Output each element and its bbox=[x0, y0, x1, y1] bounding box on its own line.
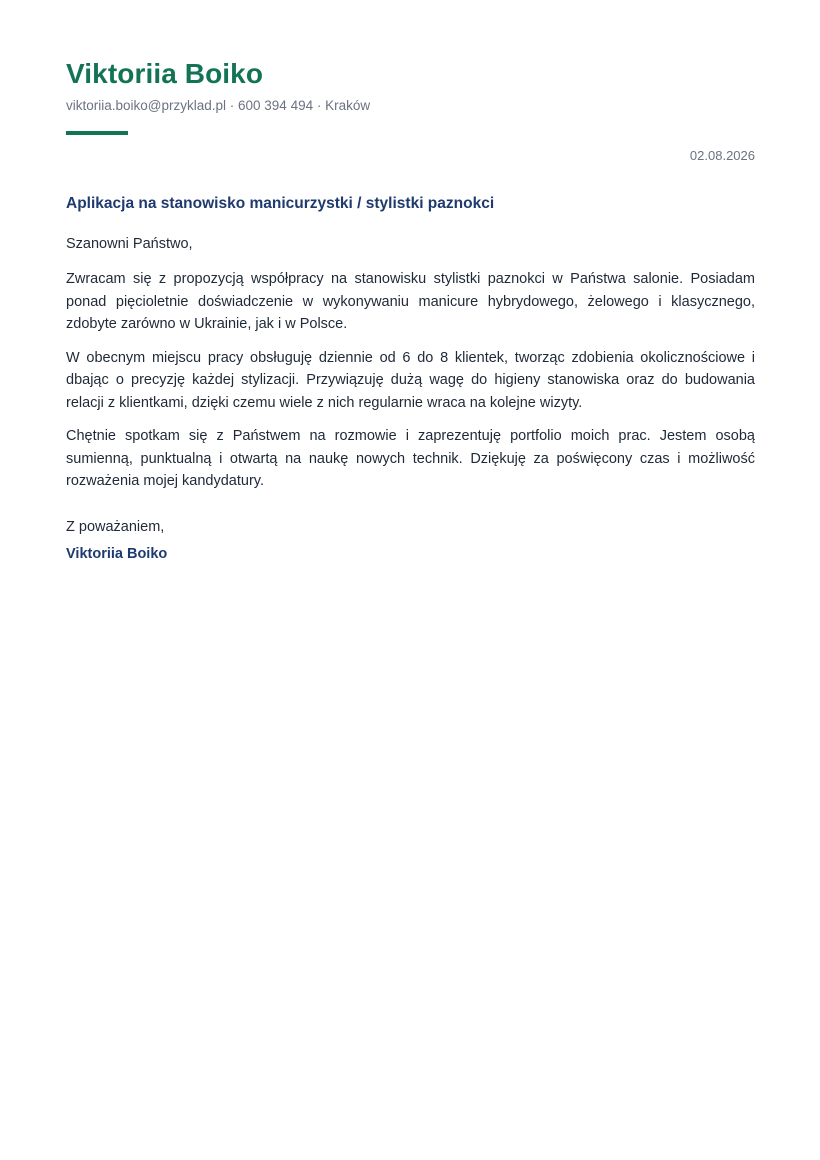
letter-body bbox=[66, 268, 755, 504]
letter-salutation: Szanowni Państwo, bbox=[66, 236, 193, 252]
letter-date: 02.08.2026 bbox=[689, 148, 755, 163]
letter-subject: Aplikacja na stanowisko manicurzystki / stylistki paznokci bbox=[66, 195, 495, 212]
header-accent-divider bbox=[66, 131, 128, 135]
body-paragraph: W obecnym miejscu pracy obsługuję dziennie od 6 do 8 klientek, tworząc zdobienia okolicznościowe i dbając o precyzję każdej stylizacji. Przywiązuję dużą wagę do higieny stanowiska oraz do budowania relacji z klientkami, dzięki czemu wiele z nich regularnie wraca na kolejne wizyty. bbox=[66, 349, 755, 411]
sender-contact-line: viktoriia.boiko@przyklad.pl · 600 394 494 · Kraków bbox=[66, 98, 371, 113]
sender-name: Viktoriia Boiko bbox=[66, 58, 264, 89]
body-paragraph: Chętnie spotkam się z Państwem na rozmowie i zaprezentuję portfolio moich prac. Jestem osobą sumienną, punktualną i otwartą na naukę nowych technik. Dziękuję za poświęcony czas i możliwość rozważenia mojej kandydatury. bbox=[66, 428, 755, 489]
letter-closing: Z poważaniem, bbox=[66, 519, 165, 535]
body-paragraph: Zwracam się z propozycją współpracy na stanowisku stylistki paznokci w Państwa salonie. Posiadam ponad pięcioletnie doświadczenie w wykonywaniu manicure hybrydowego, żelowego i klasycznego, zdobyte zarówno w Ukrainie, jak i w Polsce. bbox=[66, 271, 755, 332]
letter-signature: Viktoriia Boiko bbox=[66, 546, 168, 562]
